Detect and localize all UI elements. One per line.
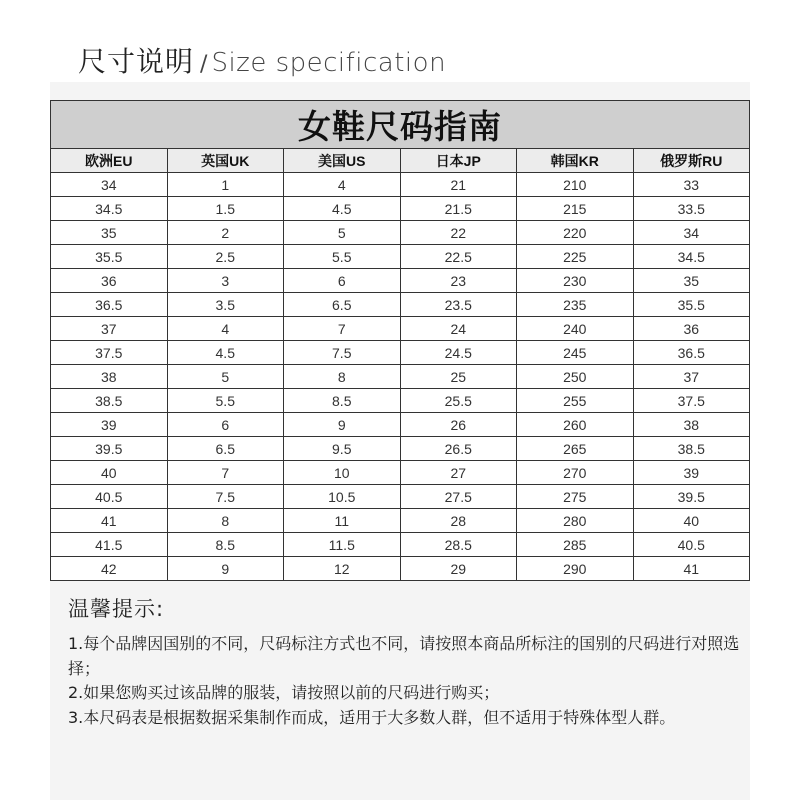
table-cell: 24.5 — [400, 341, 517, 365]
table-cell: 6.5 — [284, 293, 401, 317]
table-cell: 40.5 — [633, 533, 750, 557]
column-header-eu: 欧洲EU — [51, 149, 168, 173]
table-cell: 40 — [633, 509, 750, 533]
table-cell: 7.5 — [284, 341, 401, 365]
table-cell: 290 — [517, 557, 634, 581]
table-cell: 41.5 — [51, 533, 168, 557]
table-cell: 275 — [517, 485, 634, 509]
table-cell: 39 — [633, 461, 750, 485]
table-cell: 41 — [51, 509, 168, 533]
table-cell: 10 — [284, 461, 401, 485]
table-cell: 4.5 — [284, 197, 401, 221]
table-row — [51, 269, 750, 293]
table-cell: 9 — [284, 413, 401, 437]
table-cell: 5.5 — [284, 245, 401, 269]
table-cell: 11 — [284, 509, 401, 533]
table-cell: 25 — [400, 365, 517, 389]
table-row — [51, 317, 750, 341]
table-cell: 22 — [400, 221, 517, 245]
table-cell: 8.5 — [284, 389, 401, 413]
table-cell: 40 — [51, 461, 168, 485]
table-cell: 270 — [517, 461, 634, 485]
table-cell: 39.5 — [633, 485, 750, 509]
table-cell: 27 — [400, 461, 517, 485]
table-cell: 8 — [284, 365, 401, 389]
table-title-row — [51, 101, 750, 149]
table-cell: 21.5 — [400, 197, 517, 221]
table-cell: 215 — [517, 197, 634, 221]
table-cell: 34.5 — [51, 197, 168, 221]
table-cell: 4 — [167, 317, 284, 341]
table-cell: 35 — [51, 221, 168, 245]
tip-item-1: 1.每个品牌因国别的不同，尺码标注方式也不同，请按照本商品所标注的国别的尺码进行对照选择； — [68, 634, 740, 678]
column-header-ru: 俄罗斯RU — [633, 149, 750, 173]
table-cell: 26 — [400, 413, 517, 437]
table-header-row — [51, 149, 750, 173]
table-cell: 4 — [284, 173, 401, 197]
table-cell: 9.5 — [284, 437, 401, 461]
table-cell: 36.5 — [633, 341, 750, 365]
table-cell: 21 — [400, 173, 517, 197]
table-cell: 24 — [400, 317, 517, 341]
table-cell: 10.5 — [284, 485, 401, 509]
table-cell: 3 — [167, 269, 284, 293]
table-cell: 34.5 — [633, 245, 750, 269]
table-row — [51, 485, 750, 509]
table-cell: 5.5 — [167, 389, 284, 413]
table-cell: 26.5 — [400, 437, 517, 461]
table-cell: 37 — [51, 317, 168, 341]
column-header-uk: 英国UK — [167, 149, 284, 173]
table-cell: 255 — [517, 389, 634, 413]
table-row — [51, 173, 750, 197]
table-row — [51, 461, 750, 485]
table-cell: 35.5 — [633, 293, 750, 317]
table-cell: 35 — [633, 269, 750, 293]
table-cell: 35.5 — [51, 245, 168, 269]
table-row — [51, 293, 750, 317]
table-cell: 23.5 — [400, 293, 517, 317]
table-cell: 210 — [517, 173, 634, 197]
table-row — [51, 533, 750, 557]
table-cell: 34 — [633, 221, 750, 245]
table-cell: 245 — [517, 341, 634, 365]
tips-list — [68, 632, 748, 730]
table-cell: 265 — [517, 437, 634, 461]
table-row — [51, 341, 750, 365]
table-cell: 235 — [517, 293, 634, 317]
table-row — [51, 437, 750, 461]
table-cell: 220 — [517, 221, 634, 245]
table-cell: 37.5 — [633, 389, 750, 413]
table-cell: 2 — [167, 221, 284, 245]
table-row — [51, 413, 750, 437]
table-cell: 36.5 — [51, 293, 168, 317]
table-cell: 9 — [167, 557, 284, 581]
table-cell: 28 — [400, 509, 517, 533]
table-cell: 260 — [517, 413, 634, 437]
table-cell: 4.5 — [167, 341, 284, 365]
size-chart-table — [50, 100, 750, 581]
table-cell: 38.5 — [51, 389, 168, 413]
table-cell: 41 — [633, 557, 750, 581]
column-header-kr: 韩国KR — [517, 149, 634, 173]
table-row — [51, 197, 750, 221]
page-header — [78, 40, 446, 80]
tip-item-3: 3.本尺码表是根据数据采集制作而成，适用于大多数人群，但不适用于特殊体型人群。 — [68, 707, 676, 727]
column-header-jp: 日本JP — [400, 149, 517, 173]
table-row — [51, 245, 750, 269]
table-cell: 1.5 — [167, 197, 284, 221]
column-header-us: 美国US — [284, 149, 401, 173]
table-cell: 37.5 — [51, 341, 168, 365]
table-cell: 6.5 — [167, 437, 284, 461]
table-cell: 8.5 — [167, 533, 284, 557]
page-title-en: Size specification — [211, 48, 447, 78]
table-cell: 6 — [284, 269, 401, 293]
table-cell: 11.5 — [284, 533, 401, 557]
table-cell: 39 — [51, 413, 168, 437]
table-cell: 7.5 — [167, 485, 284, 509]
table-cell: 1 — [167, 173, 284, 197]
table-cell: 38.5 — [633, 437, 750, 461]
table-cell: 5 — [167, 365, 284, 389]
table-body — [51, 173, 750, 581]
table-cell: 7 — [167, 461, 284, 485]
table-row — [51, 509, 750, 533]
table-cell: 38 — [51, 365, 168, 389]
table-cell: 285 — [517, 533, 634, 557]
table-cell: 36 — [51, 269, 168, 293]
title-separator: / — [200, 52, 208, 77]
table-cell: 42 — [51, 557, 168, 581]
table-row — [51, 221, 750, 245]
table-cell: 37 — [633, 365, 750, 389]
table-cell: 33.5 — [633, 197, 750, 221]
table-cell: 40.5 — [51, 485, 168, 509]
table-cell: 23 — [400, 269, 517, 293]
tip-item-2: 2.如果您购买过该品牌的服装，请按照以前的尺码进行购买； — [68, 683, 500, 702]
table-row — [51, 557, 750, 581]
table-cell: 8 — [167, 509, 284, 533]
table-title: 女鞋尺码指南 — [51, 101, 750, 149]
table-cell: 225 — [517, 245, 634, 269]
table-row — [51, 389, 750, 413]
table-cell: 33 — [633, 173, 750, 197]
table-cell: 280 — [517, 509, 634, 533]
table-cell: 12 — [284, 557, 401, 581]
table-cell: 240 — [517, 317, 634, 341]
table-cell: 38 — [633, 413, 750, 437]
table-cell: 39.5 — [51, 437, 168, 461]
table-cell: 25.5 — [400, 389, 517, 413]
table-cell: 6 — [167, 413, 284, 437]
table-cell: 3.5 — [167, 293, 284, 317]
table-cell: 34 — [51, 173, 168, 197]
table-cell: 7 — [284, 317, 401, 341]
table-cell: 5 — [284, 221, 401, 245]
page-title-cn: 尺寸说明 — [78, 45, 195, 78]
table-cell: 250 — [517, 365, 634, 389]
table-cell: 22.5 — [400, 245, 517, 269]
table-cell: 36 — [633, 317, 750, 341]
tips-title: 温馨提示: — [68, 597, 165, 621]
table-cell: 27.5 — [400, 485, 517, 509]
table-row — [51, 365, 750, 389]
table-cell: 230 — [517, 269, 634, 293]
table-cell: 29 — [400, 557, 517, 581]
table-cell: 2.5 — [167, 245, 284, 269]
table-cell: 28.5 — [400, 533, 517, 557]
